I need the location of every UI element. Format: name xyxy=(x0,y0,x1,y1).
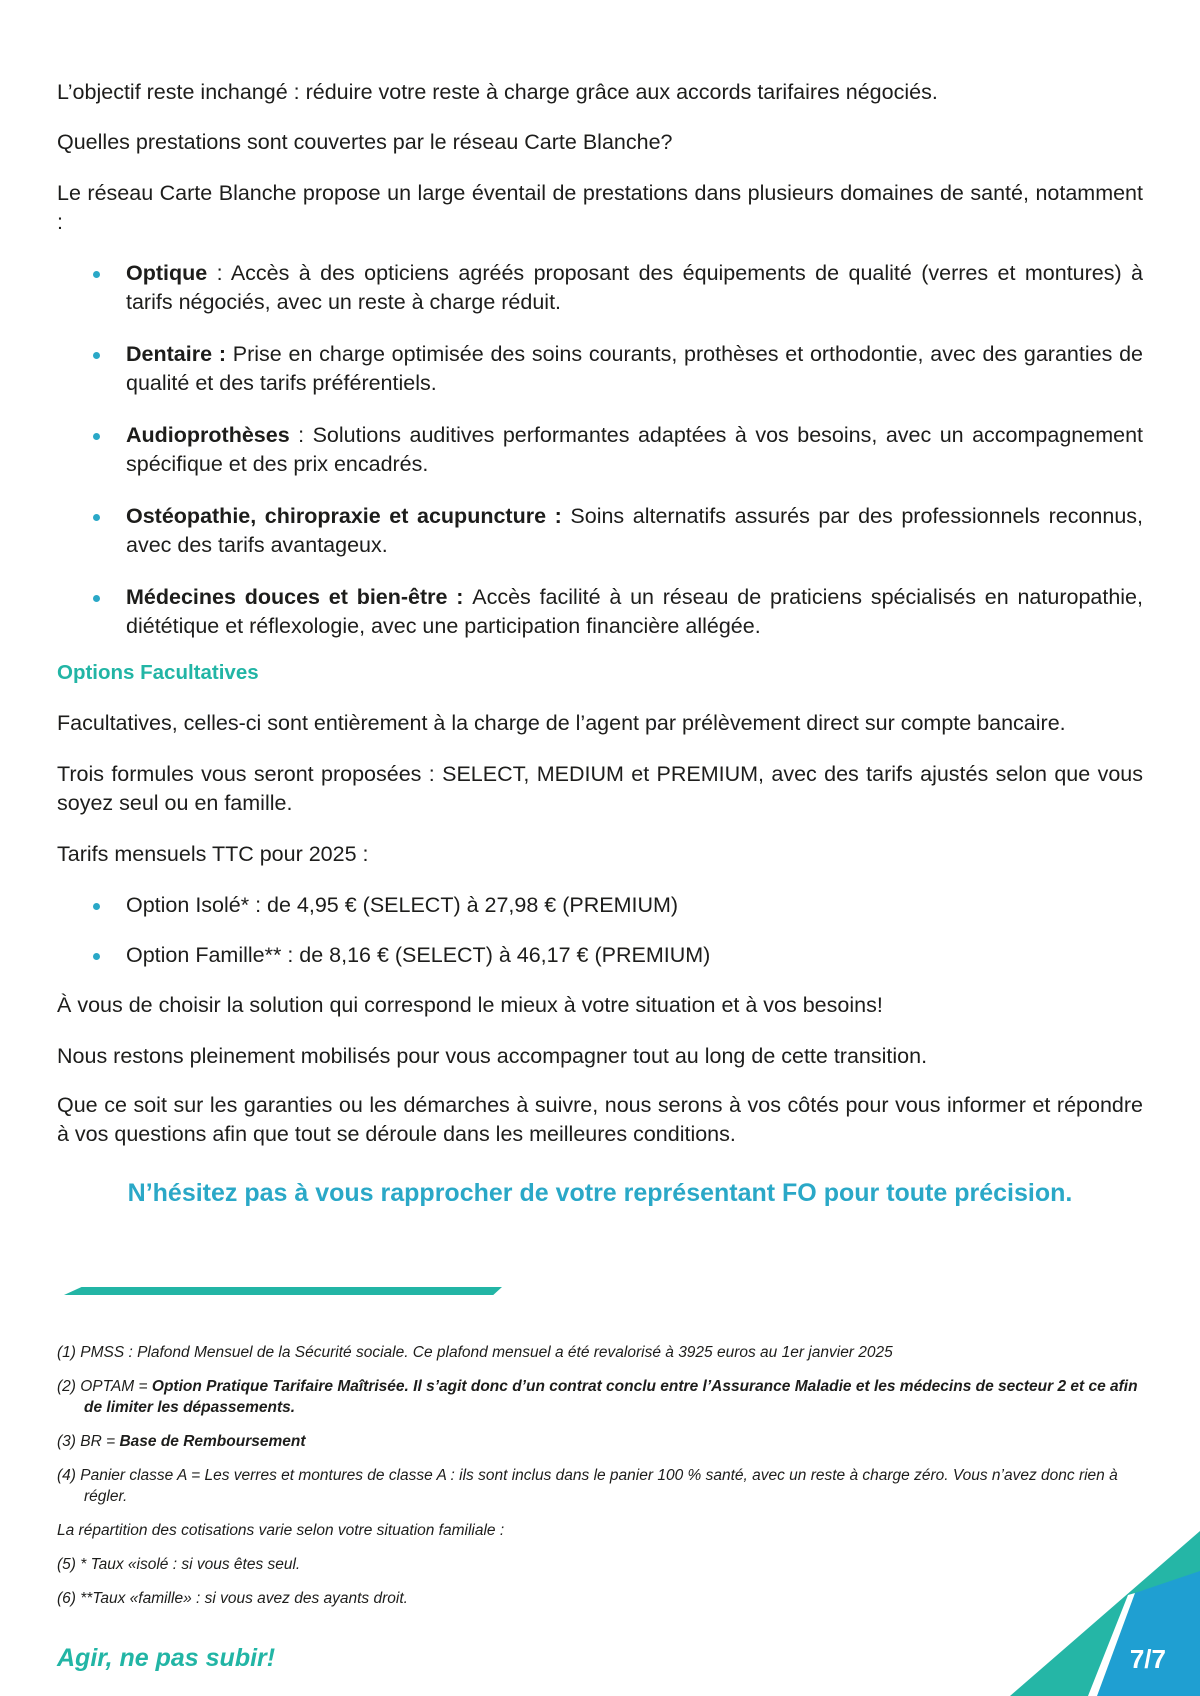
coverage-lead: Le réseau Carte Blanche propose un large éventail de prestations dans plusieurs domaines de santé, notamment : xyxy=(57,181,1143,234)
corner-decoration xyxy=(1000,1531,1200,1696)
footnote-1: (1) PMSS : Plafond Mensuel de la Sécurité sociale. Ce plafond mensuel a été revalorisé à 3925 euros au 1er janvier 2025 xyxy=(57,1344,893,1361)
footnote-repartition: La répartition des cotisations varie selon votre situation familiale : xyxy=(57,1522,505,1539)
footnotes xyxy=(57,1342,1143,1622)
objective-paragraph: L’objectif reste inchangé : réduire votre reste à charge grâce aux accords tarifaires négociés. xyxy=(57,80,938,104)
coverage-text: Accès facilité à un réseau de praticiens spécialisés en naturopathie, diététique et réflexologie, avec une participation financière allégée. xyxy=(126,585,1143,638)
list-item: Ostéopathie, chiropraxie et acupuncture : Soins alternatifs assurés par des professionnels reconnus, avec des tarifs avantageux. xyxy=(57,502,1143,560)
tarif-famille: Option Famille** : de 8,16 € (SELECT) à 46,17 € (PREMIUM) xyxy=(126,943,711,967)
page-body xyxy=(57,78,1143,1210)
divider xyxy=(64,1287,502,1295)
call-to-action: N’hésitez pas à vous rapprocher de votre représentant FO pour toute précision. xyxy=(127,1179,1073,1207)
coverage-question: Quelles prestations sont couvertes par le réseau Carte Blanche? xyxy=(57,130,673,154)
bullet-icon xyxy=(93,352,100,359)
bullet-icon xyxy=(93,903,100,910)
bullet-icon xyxy=(93,433,100,440)
tarif-isole: Option Isolé* : de 4,95 € (SELECT) à 27,98 € (PREMIUM) xyxy=(126,893,679,917)
coverage-text: Accès à des opticiens agréés proposant des équipements de qualité (verres et montures) à tarifs négociés, avec un reste à charge réduit. xyxy=(126,261,1144,314)
coverage-text: Prise en charge optimisée des soins courants, prothèses et orthodontie, avec des garanties de qualité et des tarifs préférentiels. xyxy=(126,342,1144,395)
coverage-text: Solutions auditives performantes adaptées à vos besoins, avec un accompagnement spécifique et des prix encadrés. xyxy=(126,423,1143,476)
list-item: Dentaire : Prise en charge optimisée des soins courants, prothèses et orthodontie, avec des garanties de qualité et des tarifs préférentiels. xyxy=(57,340,1143,398)
options-paragraph: Facultatives, celles-ci sont entièrement à la charge de l’agent par prélèvement direct sur compte bancaire. xyxy=(57,711,1066,735)
support-paragraph: Que ce soit sur les garanties ou les démarches à suivre, nous serons à vos côtés pour vous informer et répondre à vos questions afin que tout se déroule dans les meilleures conditions. xyxy=(57,1093,1143,1146)
coverage-term: Médecines douces et bien-être xyxy=(126,585,448,609)
bullet-icon xyxy=(93,953,100,960)
options-title: Options Facultatives xyxy=(57,661,259,684)
list-item: Audioprothèses : Solutions auditives performantes adaptées à vos besoins, avec un accompagnement spécifique et des prix encadrés. xyxy=(57,421,1143,479)
choose-paragraph: À vous de choisir la solution qui correspond le mieux à votre situation et à vos besoins! xyxy=(57,993,883,1017)
coverage-term: Ostéopathie, chiropraxie et acupuncture xyxy=(126,504,547,528)
footnote-4: (4) Panier classe A = Les verres et montures de classe A : ils sont inclus dans le panier 100 % santé, avec un reste à charge zéro. Vous n’avez donc rien à régler. xyxy=(57,1467,1118,1505)
list-item xyxy=(57,941,1143,970)
coverage-term: Audioprothèses xyxy=(126,423,290,447)
page-number: 7/7 xyxy=(1129,1644,1166,1674)
coverage-list xyxy=(57,259,1143,641)
bullet-icon xyxy=(93,514,100,521)
formulas-paragraph: Trois formules vous seront proposées : SELECT, MEDIUM et PREMIUM, avec des tarifs ajustés selon que vous soyez seul ou en famille. xyxy=(57,762,1143,815)
coverage-text: Soins alternatifs assurés par des professionnels reconnus, avec des tarifs avantageux. xyxy=(126,504,1144,557)
bullet-icon xyxy=(93,271,100,278)
footnote-3: (3) BR = Base de Remboursement xyxy=(57,1433,306,1450)
tarifs-title: Tarifs mensuels TTC pour 2025 : xyxy=(57,842,369,866)
list-item xyxy=(57,891,1143,920)
mobilised-paragraph: Nous restons pleinement mobilisés pour vous accompagner tout au long de cette transition. xyxy=(57,1044,928,1068)
list-item: Médecines douces et bien-être : Accès facilité à un réseau de praticiens spécialisés en naturopathie, diététique et réflexologie, avec une participation financière allégée. xyxy=(57,583,1143,641)
coverage-term: Dentaire xyxy=(126,342,213,366)
footer-slogan: Agir, ne pas subir! xyxy=(57,1644,276,1672)
footnote-5: (5) * Taux «isolé : si vous êtes seul. xyxy=(57,1556,301,1573)
footnote-6: (6) **Taux «famille» : si vous avez des ayants droit. xyxy=(57,1590,408,1607)
list-item: Optique : Accès à des opticiens agréés proposant des équipements de qualité (verres et montures) à tarifs négociés, avec un reste à charge réduit. xyxy=(57,259,1143,317)
coverage-term: Optique xyxy=(126,261,208,285)
tarifs-list xyxy=(57,891,1143,970)
footnote-2: (2) OPTAM = Option Pratique Tarifaire Maîtrisée. Il s’agit donc d’un contrat conclu entre l’Assurance Maladie et les médecins de secteur 2 et ce afin de limiter les dépassements. xyxy=(57,1378,1138,1416)
bullet-icon xyxy=(93,595,100,602)
